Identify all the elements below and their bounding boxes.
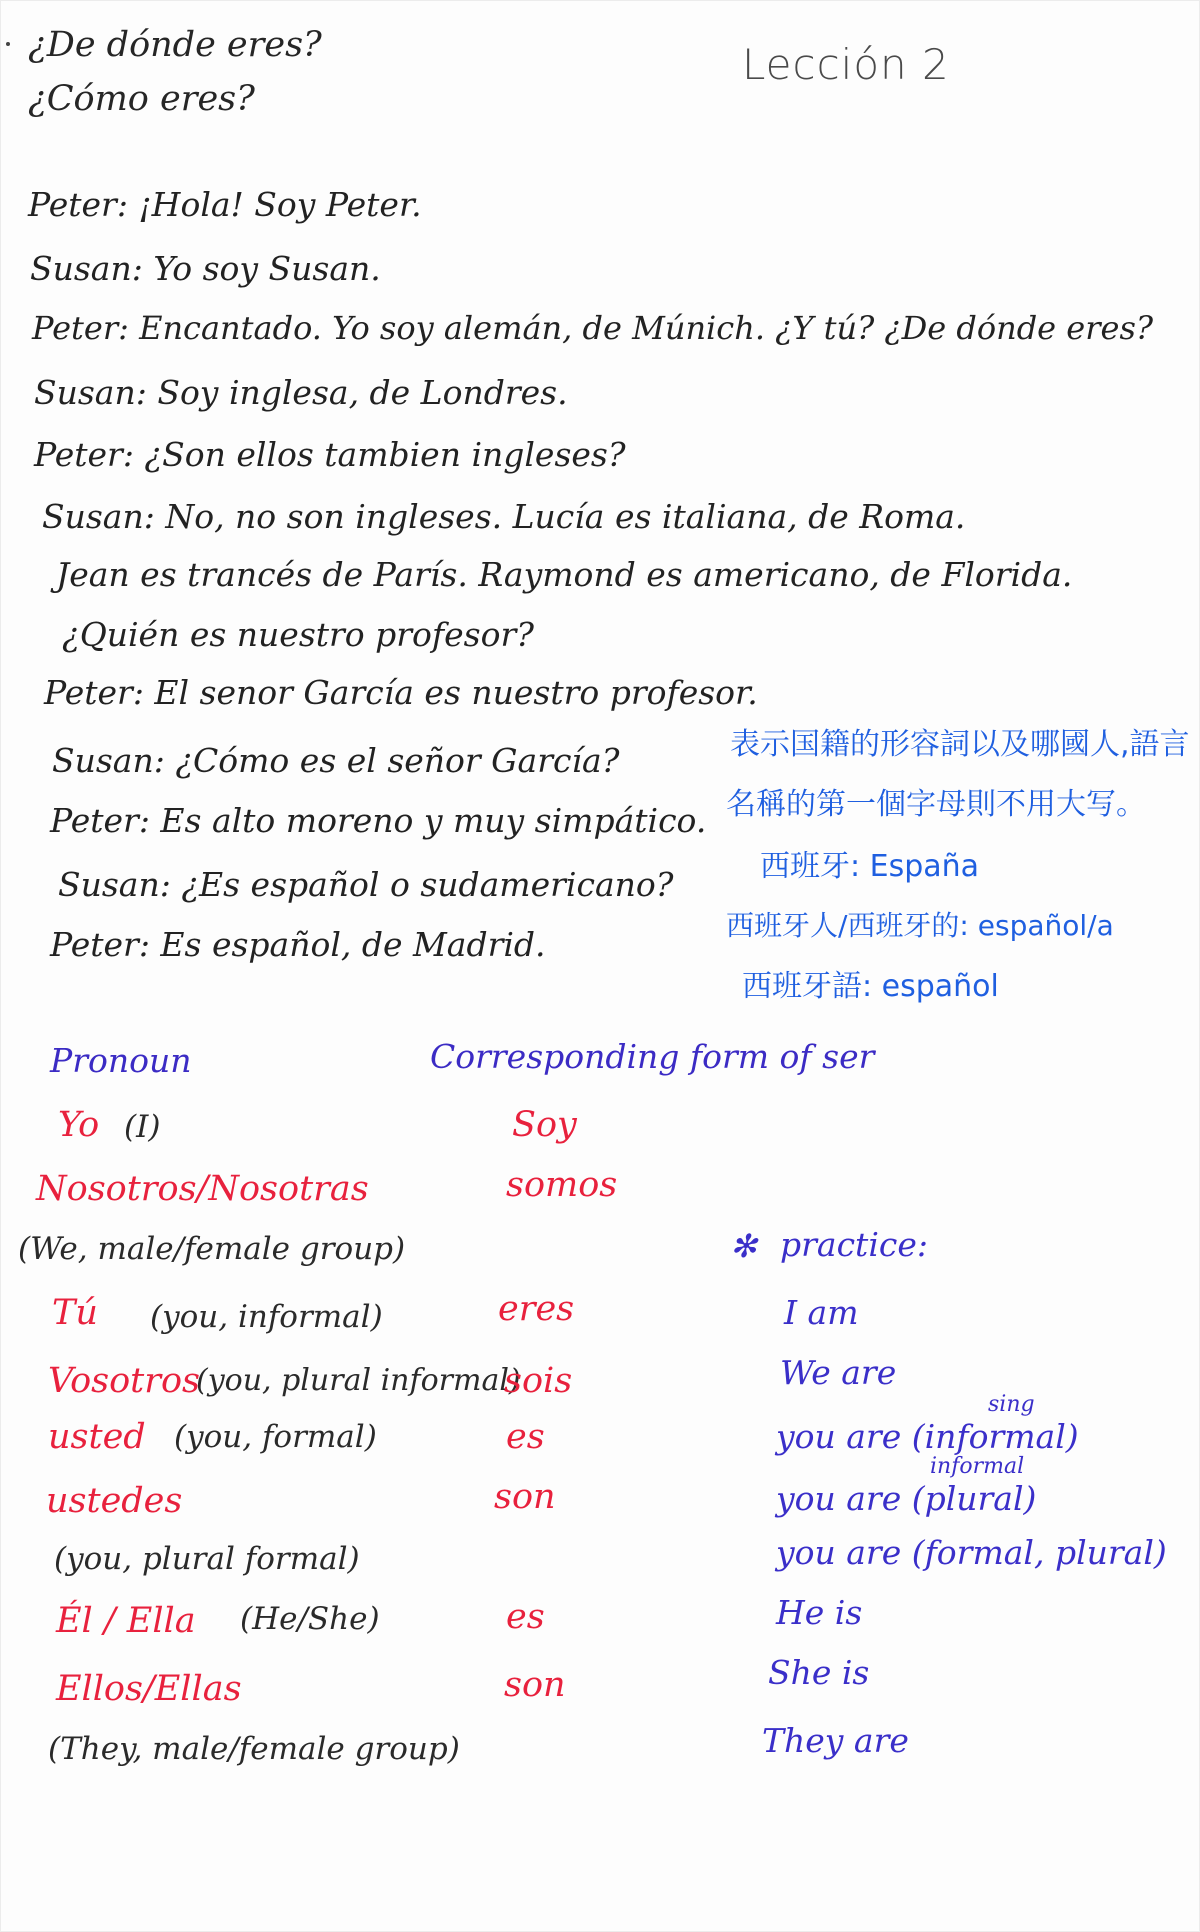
column-header-ser: Corresponding form of ser xyxy=(430,1037,875,1076)
verb-soy: Soy xyxy=(512,1105,577,1145)
grammar-note-line-4: 西班牙人/西班牙的: español/a xyxy=(726,909,1114,942)
practice-item-5: you are (formal, plural) xyxy=(776,1533,1167,1572)
dialogue-line-8: ¿Quién es nuestro profesor? xyxy=(62,615,534,654)
bullet-dot xyxy=(6,42,10,46)
verb-somos: somos xyxy=(506,1165,618,1205)
title-question-2: ¿Cómo eres? xyxy=(28,79,255,119)
practice-item-2: We are xyxy=(780,1353,897,1392)
practice-item-8: They are xyxy=(762,1721,909,1760)
gloss-el-ella: (He/She) xyxy=(240,1601,380,1637)
pronoun-vosotros: Vosotros xyxy=(48,1361,200,1401)
dialogue-line-10: Susan: ¿Cómo es el señor García? xyxy=(52,741,620,780)
dialogue-line-2: Susan: Yo soy Susan. xyxy=(30,249,381,288)
grammar-note-line-5: 西班牙語: español xyxy=(742,969,999,1004)
practice-title: practice: xyxy=(780,1225,929,1264)
gloss-tu: (you, informal) xyxy=(150,1299,383,1335)
lesson-number: Lección 2 xyxy=(742,40,950,89)
verb-sois: sois xyxy=(504,1361,573,1401)
star-icon: ✻ xyxy=(730,1227,757,1265)
column-header-pronoun: Pronoun xyxy=(50,1041,192,1080)
pronoun-ellos-ellas: Ellos/Ellas xyxy=(56,1669,242,1709)
dialogue-line-3: Peter: Encantado. Yo soy alemán, de Múnich. ¿Y tú? ¿De dónde eres? xyxy=(32,309,1154,347)
practice-item-1: I am xyxy=(784,1293,859,1332)
pronoun-usted: usted xyxy=(48,1417,146,1457)
dialogue-line-12: Susan: ¿Es español o sudamericano? xyxy=(58,865,674,904)
pronoun-yo: Yo xyxy=(58,1105,100,1145)
practice-item-7: She is xyxy=(768,1653,870,1692)
gloss-vosotros: (you, plural informal) xyxy=(196,1363,521,1398)
gloss-nosotros: (We, male/female group) xyxy=(18,1231,406,1267)
dialogue-line-13: Peter: Es español, de Madrid. xyxy=(50,925,546,964)
practice-sup-sing: sing xyxy=(988,1392,1035,1417)
gloss-ustedes: (you, plural formal) xyxy=(54,1541,360,1577)
verb-son-ustedes: son xyxy=(494,1477,556,1517)
dialogue-line-7: Jean es trancés de París. Raymond es americano, de Florida. xyxy=(56,555,1073,594)
practice-sup-informal: informal xyxy=(930,1454,1025,1479)
grammar-note-line-2: 名稱的第一個字母則不用大写。 xyxy=(726,787,1146,822)
gloss-ellos-ellas: (They, male/female group) xyxy=(48,1731,460,1767)
dialogue-line-5: Peter: ¿Son ellos tambien ingleses? xyxy=(34,435,626,474)
grammar-note-line-3: 西班牙: España xyxy=(760,849,980,884)
gloss-yo: (I) xyxy=(124,1109,161,1145)
practice-item-6: He is xyxy=(776,1593,863,1632)
practice-item-3: you are (informal) xyxy=(776,1417,1079,1456)
pronoun-ustedes: ustedes xyxy=(46,1481,183,1521)
dialogue-line-11: Peter: Es alto moreno y muy simpático. xyxy=(50,801,707,840)
verb-eres: eres xyxy=(498,1289,575,1329)
pronoun-tu: Tú xyxy=(52,1293,98,1333)
gloss-usted: (you, formal) xyxy=(174,1419,377,1455)
verb-es-usted: es xyxy=(506,1417,545,1457)
title-question-1: ¿De dónde eres? xyxy=(28,25,322,65)
verb-son-ellos: son xyxy=(504,1665,566,1705)
verb-es-el: es xyxy=(506,1597,545,1637)
grammar-note-line-1: 表示国籍的形容詞以及哪國人,語言 xyxy=(730,727,1190,762)
dialogue-line-4: Susan: Soy inglesa, de Londres. xyxy=(34,373,568,412)
dialogue-line-9: Peter: El senor García es nuestro profesor. xyxy=(44,673,758,712)
practice-item-4: you are (plural) xyxy=(776,1479,1037,1518)
dialogue-line-6: Susan: No, no son ingleses. Lucía es italiana, de Roma. xyxy=(42,497,966,536)
dialogue-line-1: Peter: ¡Hola! Soy Peter. xyxy=(28,185,422,224)
pronoun-nosotros: Nosotros/Nosotras xyxy=(36,1169,369,1209)
pronoun-el-ella: Él / Ella xyxy=(56,1601,196,1641)
